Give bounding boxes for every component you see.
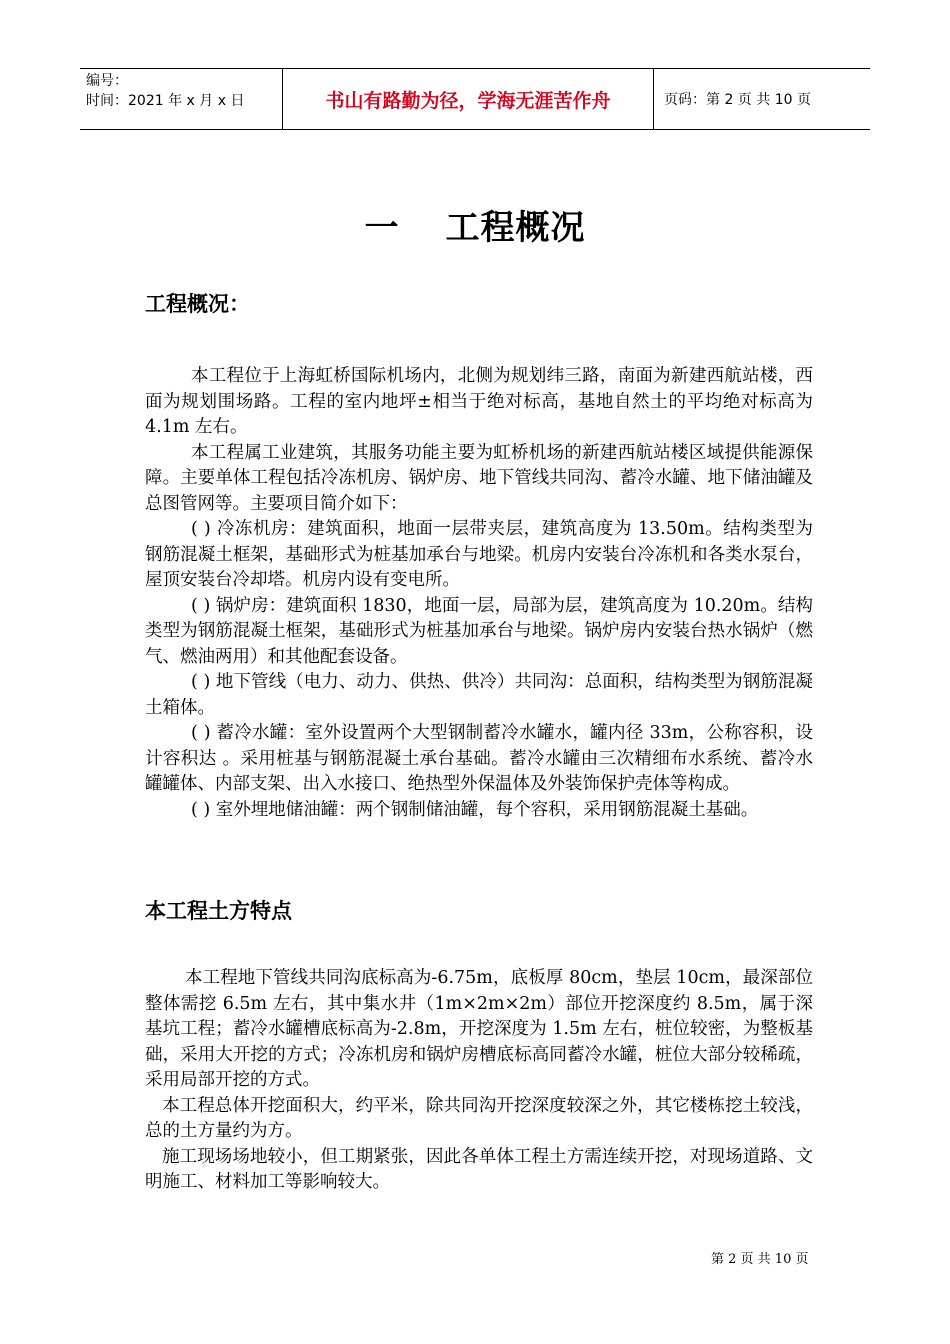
paragraph: 本工程属工业建筑，其服务功能主要为虹桥机场的新建西航站楼区域提供能源保障。主要单体工程包括冷冻机房、锅炉房、地下管线共同沟、蓄冷水罐、地下储油罐及总图管网等。主要项目简介如下： [145,442,813,514]
section-title-overview: 工程概况： [145,292,250,316]
motto: 书山有路勤为径，学海无涯苦作舟 [325,89,611,112]
time-label: 时间：2021 年 x 月 x 日 [86,93,245,109]
chapter-number: 一 [364,208,400,248]
list-item: ( ) 蓄冷水罐：室外设置两个大型钢制蓄冷水罐水，罐内径 33m，公称容积，设计容积达 。采用桩基与钢筋混凝土承台基础。蓄冷水罐由三次精细布水系统、蓄冷水罐罐体、内部支架、出入水接口、绝热型外保温体及外装饰保护壳体等构成。 [145,723,813,794]
header-left-cell [80,69,282,129]
number-label: 编号： [86,73,128,89]
section-title-earthwork: 本工程土方特点 [145,899,292,923]
section-earthwork-body [145,966,813,1196]
list-item: ( ) 锅炉房：建筑面积 1830，地面一层，局部为层，建筑高度为 10.20m。结构类型为钢筋混凝土框架，基础形式为桩基加承台与地梁。锅炉房内安装台热水锅炉（燃气、燃油两用）和其他配套设备。 [145,595,813,667]
page-header [80,68,870,130]
header-motto-cell [282,69,654,129]
list-item: ( ) 冷冻机房：建筑面积，地面一层带夹层，建筑高度为 13.50m。结构类型为钢筋混凝土框架，基础形式为桩基加承台与地梁。机房内安装台冷冻机和各类水泵台，屋顶安装台冷却塔。机房内设有变电所。 [145,519,813,590]
page-info: 页码：第 2 页 共 10 页 [664,92,811,108]
paragraph: 施工现场场地较小，但工期紧张，因此各单体工程土方需连续开挖，对现场道路、文明施工、材料加工等影响较大。 [145,1146,813,1192]
header-right-cell [654,69,870,129]
chapter-heading [0,200,950,249]
paragraph: 本工程位于上海虹桥国际机场内，北侧为规划纬三路，南面为新建西航站楼，西面为规划围场路。工程的室内地坪±相当于绝对标高，基地自然土的平均绝对标高为 4.1m 左右。 [145,366,813,437]
page-footer: 第 2 页 共 10 页 [711,1252,809,1267]
paragraph: 本工程地下管线共同沟底标高为-6.75m，底板厚 80cm，垫层 10cm，最深部位整体需挖 6.5m 左右，其中集水井（1m×2m×2m）部位开挖深度约 8.5m，属于深基坑工程；蓄冷水罐槽底标高为-2.8m，开挖深度为 1.5m 左右，桩位较密，为整板基础，采用大开挖的方式；冷冻机房和锅炉房槽底标高同蓄冷水罐，桩位大部分较稀疏，采用局部开挖的方式。 [145,968,813,1090]
section-overview-body [145,364,813,823]
list-item: ( ) 地下管线（电力、动力、供热、供冷）共同沟：总面积，结构类型为钢筋混凝土箱体。 [145,672,813,718]
list-item: ( ) 室外埋地储油罐：两个钢制储油罐，每个容积，采用钢筋混凝土基础。 [191,799,759,820]
paragraph: 本工程总体开挖面积大，约平米，除共同沟开挖深度较深之外，其它楼栋挖土较浅，总的土方量约为方。 [145,1095,813,1141]
chapter-title: 工程概况 [445,208,586,248]
